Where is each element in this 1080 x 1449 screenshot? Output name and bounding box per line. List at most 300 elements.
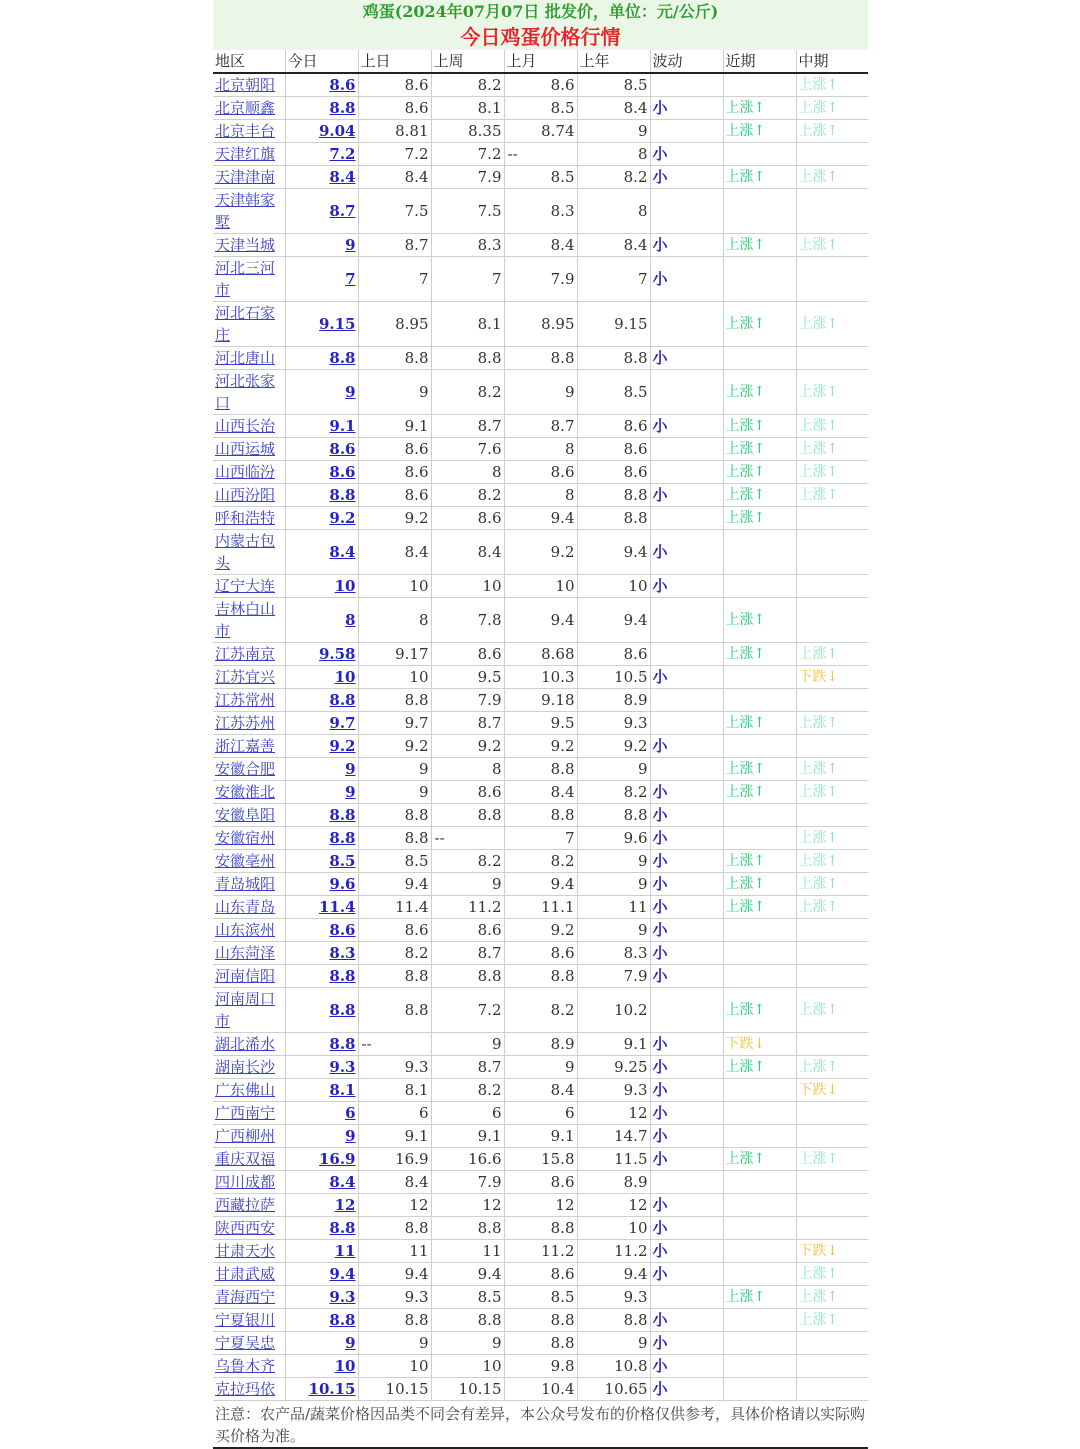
today-price-link[interactable]: 8.4 (285, 530, 358, 575)
table-row (213, 1240, 868, 1263)
prev-day-value: -- (361, 1035, 372, 1053)
prev-day-value: 9 (418, 383, 429, 401)
trend-up-label: 上涨↑ (798, 899, 839, 915)
prev-week-value: 8.35 (468, 122, 502, 140)
today-price-link[interactable]: 16.9 (285, 1148, 358, 1171)
fluctuation-cell (650, 1171, 723, 1194)
today-price-link[interactable]: 11 (285, 1240, 358, 1263)
today-price-link[interactable]: 9.6 (285, 873, 358, 896)
today-price-link[interactable]: 8.8 (285, 347, 358, 370)
prev-week-cell (431, 712, 504, 735)
region-link[interactable]: 宁夏银川 (213, 1309, 285, 1332)
prev-day-value: 8.4 (404, 1173, 429, 1191)
region-link[interactable]: 北京朝阳 (213, 73, 285, 97)
prev-year-cell (577, 712, 650, 735)
region-link[interactable]: 天津韩家墅 (213, 189, 285, 234)
today-price-link[interactable]: 7 (285, 257, 358, 302)
prev-day-cell (358, 1355, 431, 1378)
region-link[interactable]: 山西运城 (213, 438, 285, 461)
recent-trend-cell (723, 965, 796, 988)
prev-month-cell (504, 758, 577, 781)
recent-trend-cell (723, 1056, 796, 1079)
table-row (213, 689, 868, 712)
table-row (213, 1263, 868, 1286)
today-price-link[interactable]: 8.1 (285, 1079, 358, 1102)
prev-week-cell (431, 1148, 504, 1171)
today-price-link[interactable]: 10.15 (285, 1378, 358, 1401)
prev-year-value: 8 (637, 145, 648, 163)
today-price-link[interactable]: 9 (285, 758, 358, 781)
region-link[interactable]: 呼和浩特 (213, 507, 285, 530)
region-link[interactable]: 北京丰台 (213, 120, 285, 143)
region-link[interactable]: 安徽合肥 (213, 758, 285, 781)
recent-trend-cell (723, 189, 796, 234)
prev-year-value: 7.9 (623, 967, 648, 985)
region-link[interactable]: 四川成都 (213, 1171, 285, 1194)
region-link[interactable]: 山西长治 (213, 415, 285, 438)
region-link[interactable]: 广西南宁 (213, 1102, 285, 1125)
today-price-link[interactable]: 9 (285, 1332, 358, 1355)
today-price-link[interactable]: 9.58 (285, 643, 358, 666)
prev-week-cell (431, 234, 504, 257)
prev-week-value: 10 (482, 577, 502, 595)
prev-week-value: 11.2 (468, 898, 502, 916)
prev-month-cell (504, 988, 577, 1033)
prev-day-value: 8.81 (395, 122, 429, 140)
today-price-link[interactable]: 8.6 (285, 73, 358, 97)
prev-year-cell (577, 143, 650, 166)
today-price-link[interactable]: 8.8 (285, 965, 358, 988)
today-price-link[interactable]: 8.8 (285, 689, 358, 712)
prev-week-cell (431, 257, 504, 302)
prev-year-value: 8.8 (623, 349, 648, 367)
prev-week-value: 7.5 (477, 202, 502, 220)
today-price-link[interactable]: 9.3 (285, 1056, 358, 1079)
prev-week-cell (431, 598, 504, 643)
table-row (213, 735, 868, 758)
region-link[interactable]: 内蒙古包头 (213, 530, 285, 575)
mid-trend-cell (796, 143, 868, 166)
region-link[interactable]: 宁夏吴忠 (213, 1332, 285, 1355)
prev-day-value: 8.4 (404, 168, 429, 186)
today-price-link[interactable]: 10 (285, 666, 358, 689)
table-row (213, 1286, 868, 1309)
recent-trend-cell (723, 643, 796, 666)
prev-day-cell (358, 643, 431, 666)
table-row (213, 965, 868, 988)
prev-year-cell (577, 347, 650, 370)
prev-week-cell (431, 1355, 504, 1378)
fluctuation-cell: 小 (650, 850, 723, 873)
prev-week-value: 9.2 (477, 737, 502, 755)
prev-day-value: 9.7 (404, 714, 429, 732)
prev-month-cell (504, 461, 577, 484)
recent-trend-cell (723, 919, 796, 942)
region-link[interactable]: 安徽亳州 (213, 850, 285, 873)
prev-day-cell (358, 1033, 431, 1056)
trend-up-label: 上涨↑ (798, 316, 839, 332)
mid-trend-cell (796, 1194, 868, 1217)
recent-trend-cell (723, 1286, 796, 1309)
fluctuation-cell: 小 (650, 919, 723, 942)
today-price-link[interactable]: 8.8 (285, 1309, 358, 1332)
prev-month-value: 8.8 (550, 1311, 575, 1329)
prev-day-value: 9 (418, 783, 429, 801)
today-price-link[interactable]: 8.4 (285, 166, 358, 189)
fluctuation-cell: 小 (650, 1148, 723, 1171)
today-price-link[interactable]: 8.8 (285, 1217, 358, 1240)
mid-trend-cell (796, 484, 868, 507)
prev-month-cell (504, 120, 577, 143)
region-link[interactable]: 天津当城 (213, 234, 285, 257)
fluctuation-cell: 小 (650, 347, 723, 370)
prev-week-cell (431, 461, 504, 484)
prev-day-cell (358, 1309, 431, 1332)
prev-day-value: 6 (418, 1104, 429, 1122)
table-row (213, 781, 868, 804)
region-link[interactable]: 青岛城阳 (213, 873, 285, 896)
prev-day-cell (358, 97, 431, 120)
today-price-link[interactable]: 8.8 (285, 97, 358, 120)
region-link[interactable]: 陕西西安 (213, 1217, 285, 1240)
today-price-link[interactable]: 9 (285, 781, 358, 804)
table-row (213, 189, 868, 234)
region-link[interactable]: 江苏南京 (213, 643, 285, 666)
trend-up-label: 上涨↑ (725, 237, 766, 253)
region-link[interactable]: 天津津南 (213, 166, 285, 189)
region-link[interactable]: 辽宁大连 (213, 575, 285, 598)
today-price-link[interactable]: 9.7 (285, 712, 358, 735)
recent-trend-cell (723, 1355, 796, 1378)
prev-month-value: 8 (564, 486, 575, 504)
prev-year-cell (577, 575, 650, 598)
mid-trend-cell (796, 415, 868, 438)
prev-day-value: 7 (418, 270, 429, 288)
prev-week-cell (431, 143, 504, 166)
today-price-link[interactable]: 8.6 (285, 438, 358, 461)
region-link[interactable]: 浙江嘉善 (213, 735, 285, 758)
mid-trend-cell (796, 1033, 868, 1056)
recent-trend-cell (723, 302, 796, 347)
prev-day-value: 9.4 (404, 1265, 429, 1283)
mid-trend-cell (796, 189, 868, 234)
today-price-link[interactable]: 9.1 (285, 415, 358, 438)
prev-year-cell (577, 1263, 650, 1286)
region-link[interactable]: 河南信阳 (213, 965, 285, 988)
prev-year-cell (577, 1033, 650, 1056)
prev-week-cell (431, 1079, 504, 1102)
prev-week-value: 10.15 (458, 1380, 502, 1398)
today-price-link[interactable]: 12 (285, 1194, 358, 1217)
table-row (213, 1056, 868, 1079)
today-price-link[interactable]: 8 (285, 598, 358, 643)
region-link[interactable]: 河北张家口 (213, 370, 285, 415)
recent-trend-cell (723, 1378, 796, 1401)
prev-year-cell (577, 234, 650, 257)
region-link[interactable]: 西藏拉萨 (213, 1194, 285, 1217)
fluctuation-cell: 小 (650, 415, 723, 438)
region-link[interactable]: 乌鲁木齐 (213, 1355, 285, 1378)
prev-day-value: 8.8 (404, 1219, 429, 1237)
title-banner (213, 0, 868, 50)
trend-up-label: 上涨↑ (725, 418, 766, 434)
region-link[interactable]: 山东菏泽 (213, 942, 285, 965)
trend-down-label: 下跌↓ (798, 1243, 839, 1259)
prev-year-value: 9.25 (614, 1058, 648, 1076)
prev-year-cell (577, 919, 650, 942)
prev-year-cell (577, 1217, 650, 1240)
trend-up-label: 上涨↑ (798, 1266, 839, 1282)
prev-day-cell (358, 1217, 431, 1240)
today-price-link[interactable]: 11.4 (285, 896, 358, 919)
today-price-link[interactable]: 9.2 (285, 735, 358, 758)
region-link[interactable]: 安徽淮北 (213, 781, 285, 804)
prev-year-value: 9 (637, 921, 648, 939)
prev-month-value: 9.4 (550, 875, 575, 893)
recent-trend-cell (723, 781, 796, 804)
prev-day-cell (358, 1171, 431, 1194)
region-link[interactable]: 江苏宜兴 (213, 666, 285, 689)
prev-week-value: 7.9 (477, 1173, 502, 1191)
prev-week-cell (431, 804, 504, 827)
trend-up-label: 上涨↑ (798, 830, 839, 846)
today-price-link[interactable]: 9 (285, 1125, 358, 1148)
table-row (213, 1332, 868, 1355)
prev-day-cell (358, 965, 431, 988)
prev-month-value: 6 (564, 1104, 575, 1122)
prev-month-value: 8.74 (541, 122, 575, 140)
prev-month-value: 8.9 (550, 1035, 575, 1053)
prev-week-value: 9.4 (477, 1265, 502, 1283)
prev-year-value: 9 (637, 852, 648, 870)
fluctuation-cell: 小 (650, 896, 723, 919)
today-price-link[interactable]: 9.4 (285, 1263, 358, 1286)
trend-up-label: 上涨↑ (798, 853, 839, 869)
trend-up-label: 上涨↑ (798, 876, 839, 892)
prev-year-cell (577, 257, 650, 302)
prev-year-value: 8.6 (623, 417, 648, 435)
table-row (213, 873, 868, 896)
prev-month-value: 8 (564, 440, 575, 458)
prev-day-cell (358, 530, 431, 575)
today-price-link[interactable]: 9.3 (285, 1286, 358, 1309)
page-title: 今日鸡蛋价格行情 (460, 25, 621, 49)
today-price-link[interactable]: 9 (285, 234, 358, 257)
prev-week-value: 8.8 (477, 806, 502, 824)
prev-week-value: 9.1 (477, 1127, 502, 1145)
prev-day-value: 9.2 (404, 509, 429, 527)
region-link[interactable]: 安徽阜阳 (213, 804, 285, 827)
fluctuation-cell (650, 758, 723, 781)
prev-month-value: 9.2 (550, 543, 575, 561)
trend-up-label: 上涨↑ (798, 169, 839, 185)
fluctuation-cell (650, 598, 723, 643)
table-row (213, 1079, 868, 1102)
prev-day-value: 10.15 (385, 1380, 429, 1398)
fluctuation-cell (650, 988, 723, 1033)
today-price-link[interactable]: 8.8 (285, 484, 358, 507)
region-link[interactable]: 湖南长沙 (213, 1056, 285, 1079)
region-link[interactable]: 北京顺鑫 (213, 97, 285, 120)
region-link[interactable]: 广东佛山 (213, 1079, 285, 1102)
prev-month-value: 10 (555, 577, 575, 595)
trend-up-label: 上涨↑ (725, 1002, 766, 1018)
region-link[interactable]: 克拉玛依 (213, 1378, 285, 1401)
today-price-link[interactable]: 8.4 (285, 1171, 358, 1194)
today-price-link[interactable]: 9 (285, 370, 358, 415)
fluctuation-cell: 小 (650, 1125, 723, 1148)
region-link[interactable]: 河北三河市 (213, 257, 285, 302)
today-price-link[interactable]: 9.2 (285, 507, 358, 530)
table-row (213, 1217, 868, 1240)
prev-year-value: 11.5 (614, 1150, 648, 1168)
prev-day-cell (358, 1148, 431, 1171)
prev-day-cell (358, 896, 431, 919)
today-price-link[interactable]: 10 (285, 575, 358, 598)
mid-trend-cell (796, 73, 868, 97)
region-link[interactable]: 青海西宁 (213, 1286, 285, 1309)
table-row (213, 1194, 868, 1217)
region-link[interactable]: 吉林白山市 (213, 598, 285, 643)
recent-trend-cell (723, 1102, 796, 1125)
prev-day-cell (358, 166, 431, 189)
today-price-link[interactable]: 8.7 (285, 189, 358, 234)
today-price-link[interactable]: 9.04 (285, 120, 358, 143)
fluctuation-cell (650, 712, 723, 735)
today-price-link[interactable]: 6 (285, 1102, 358, 1125)
prev-month-value: 9.2 (550, 921, 575, 939)
fluctuation-cell: 小 (650, 1332, 723, 1355)
table-row (213, 827, 868, 850)
today-price-link[interactable]: 8.6 (285, 919, 358, 942)
recent-trend-cell (723, 988, 796, 1033)
today-price-link[interactable]: 8.3 (285, 942, 358, 965)
prev-day-cell (358, 575, 431, 598)
prev-year-value: 12 (628, 1104, 648, 1122)
mid-trend-cell (796, 988, 868, 1033)
recent-trend-cell (723, 1263, 796, 1286)
prev-day-value: 9.17 (395, 645, 429, 663)
prev-year-cell (577, 438, 650, 461)
region-link[interactable]: 河北石家庄 (213, 302, 285, 347)
table-row (213, 166, 868, 189)
trend-up-label: 上涨↑ (725, 316, 766, 332)
prev-week-cell (431, 484, 504, 507)
prev-day-cell (358, 438, 431, 461)
region-link[interactable]: 山东滨州 (213, 919, 285, 942)
today-price-link[interactable]: 8.6 (285, 461, 358, 484)
region-link[interactable]: 甘肃武威 (213, 1263, 285, 1286)
region-link[interactable]: 甘肃天水 (213, 1240, 285, 1263)
region-link[interactable]: 山西临汾 (213, 461, 285, 484)
prev-day-cell (358, 1102, 431, 1125)
prev-year-cell (577, 97, 650, 120)
today-price-link[interactable]: 8.8 (285, 1033, 358, 1056)
table-row (213, 143, 868, 166)
table-row (213, 758, 868, 781)
prev-month-value: 7 (564, 829, 575, 847)
trend-up-label: 上涨↑ (725, 1059, 766, 1075)
region-link[interactable]: 山东青岛 (213, 896, 285, 919)
table-row (213, 484, 868, 507)
prev-week-value: 8 (491, 463, 502, 481)
prev-year-value: 7 (637, 270, 648, 288)
region-link[interactable]: 安徽宿州 (213, 827, 285, 850)
today-price-link[interactable]: 8.8 (285, 988, 358, 1033)
prev-week-cell (431, 370, 504, 415)
table-row (213, 370, 868, 415)
prev-year-cell (577, 461, 650, 484)
prev-day-cell (358, 415, 431, 438)
table-row (213, 234, 868, 257)
prev-day-cell (358, 873, 431, 896)
today-price-link[interactable]: 10 (285, 1355, 358, 1378)
mid-trend-cell (796, 1309, 868, 1332)
prev-month-cell (504, 507, 577, 530)
prev-week-value: 8.3 (477, 236, 502, 254)
prev-week-value: 8.2 (477, 852, 502, 870)
prev-week-cell (431, 530, 504, 575)
prev-year-value: 8.6 (623, 440, 648, 458)
region-link[interactable]: 河南周口市 (213, 988, 285, 1033)
region-link[interactable]: 天津红旗 (213, 143, 285, 166)
prev-month-value: 8.95 (541, 315, 575, 333)
prev-year-cell (577, 1171, 650, 1194)
trend-up-label: 上涨↑ (798, 77, 839, 93)
recent-trend-cell (723, 804, 796, 827)
prev-week-cell (431, 850, 504, 873)
prev-week-value: 7.9 (477, 691, 502, 709)
column-header: 中期 (796, 50, 868, 73)
trend-up-label: 上涨↑ (725, 384, 766, 400)
region-link[interactable]: 河北唐山 (213, 347, 285, 370)
prev-year-cell (577, 415, 650, 438)
prev-week-value: 8.2 (477, 76, 502, 94)
region-link[interactable]: 广西柳州 (213, 1125, 285, 1148)
today-price-link[interactable]: 8.8 (285, 827, 358, 850)
region-link[interactable]: 江苏苏州 (213, 712, 285, 735)
table-row (213, 919, 868, 942)
prev-year-cell (577, 965, 650, 988)
region-link[interactable]: 山西汾阳 (213, 484, 285, 507)
prev-week-value: 8.8 (477, 967, 502, 985)
trend-up-label: 上涨↑ (798, 464, 839, 480)
today-price-link[interactable]: 8.8 (285, 804, 358, 827)
prev-day-value: 8.1 (404, 1081, 429, 1099)
today-price-link[interactable]: 8.5 (285, 850, 358, 873)
region-link[interactable]: 湖北浠水 (213, 1033, 285, 1056)
prev-day-value: 8.6 (404, 921, 429, 939)
prev-month-value: 9.2 (550, 737, 575, 755)
prev-day-value: 9.4 (404, 875, 429, 893)
prev-year-cell (577, 1125, 650, 1148)
region-link[interactable]: 江苏常州 (213, 689, 285, 712)
prev-week-cell (431, 896, 504, 919)
prev-day-value: 8.7 (404, 236, 429, 254)
prev-year-cell (577, 530, 650, 575)
prev-year-cell (577, 507, 650, 530)
prev-month-cell (504, 1033, 577, 1056)
region-link[interactable]: 重庆双福 (213, 1148, 285, 1171)
fluctuation-cell: 小 (650, 942, 723, 965)
fluctuation-cell (650, 302, 723, 347)
prev-day-value: 7.5 (404, 202, 429, 220)
table-row (213, 438, 868, 461)
prev-week-cell (431, 735, 504, 758)
fluctuation-cell (650, 189, 723, 234)
today-price-link[interactable]: 9.15 (285, 302, 358, 347)
today-price-link[interactable]: 7.2 (285, 143, 358, 166)
